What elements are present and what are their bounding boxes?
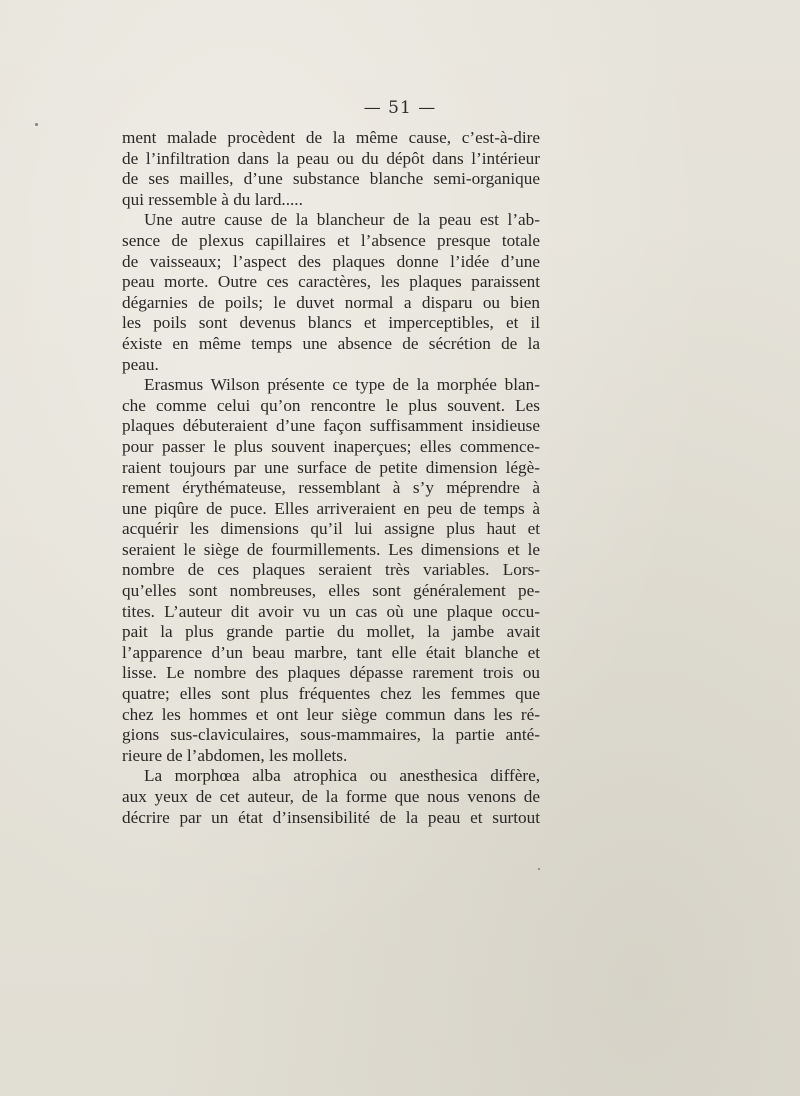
text-line: quatre; elles sont plus fréquentes chez les femmes que [122, 684, 540, 704]
text-line: peau. [122, 354, 159, 374]
text-line: rieure de l’abdomen, les mollets. [122, 745, 348, 765]
text-line: éxiste en même temps une absence de sécrétion de la [122, 333, 540, 353]
text-line: aux yeux de cet auteur, de la forme que nous venons de [122, 787, 540, 806]
page-number: — 51 — [363, 98, 437, 118]
text-line: peau morte. Outre ces caractères, les plaques paraissent [122, 272, 540, 292]
text-line: qu’elles sont nombreuses, elles sont généralement pe- [122, 581, 540, 601]
text-line: ment malade procèdent de la même cause, c’est-à-dire [122, 128, 540, 147]
body-text [122, 128, 540, 828]
text-line: Erasmus Wilson présente ce type de la morphée blan- [144, 375, 540, 395]
ink-speck [538, 868, 540, 870]
text-line: de ses mailles, d’une substance blanche semi-organique [122, 169, 540, 189]
text-line: qui ressemble à du lard..... [122, 189, 303, 209]
text-line: lisse. Le nombre des plaques dépasse rarement trois ou [122, 663, 540, 683]
ink-speck [35, 123, 38, 126]
text-line: che comme celui qu’on rencontre le plus souvent. Les [122, 395, 540, 415]
text-line: pait la plus grande partie du mollet, la jambe avait [122, 622, 540, 642]
text-line: de vaisseaux; l’aspect des plaques donne l’idée d’une [122, 251, 540, 271]
text-line: tites. L’auteur dit avoir vu un cas où une plaque occu- [122, 601, 540, 621]
text-line: de l’infiltration dans la peau ou du dépôt dans l’intérieur [122, 148, 540, 168]
text-line: l’apparence d’un beau marbre, tant elle était blanche et [122, 642, 540, 662]
text-line: plaques débuteraient d’une façon suffisamment insidieuse [122, 416, 540, 436]
text-line: rement érythémateuse, ressemblant à s’y méprendre à [122, 478, 540, 498]
text-line: nombre de ces plaques seraient très variables. Lors- [122, 560, 540, 580]
text-line: La morphœa alba atrophica ou anesthesica diffère, [144, 766, 540, 786]
text-line: une piqûre de puce. Elles arriveraient en peu de temps à [122, 498, 540, 518]
text-line: Une autre cause de la blancheur de la peau est l’ab- [144, 210, 540, 230]
text-line: acquérir les dimensions qu’il lui assigne plus haut et [122, 519, 540, 539]
text-line: seraient le siège de fourmillements. Les dimensions et le [122, 539, 540, 559]
text-line: sence de plexus capillaires et l’absence presque totale [122, 230, 540, 250]
text-line: gions sus-claviculaires, sous-mammaires, la partie anté- [122, 725, 540, 745]
text-line: raient toujours par une surface de petite dimension légè- [122, 457, 540, 477]
text-line: dégarnies de poils; le duvet normal a disparu ou bien [122, 292, 540, 312]
text-line: chez les hommes et ont leur siège commun dans les ré- [122, 704, 540, 724]
text-line: décrire par un état d’insensibilité de la peau et surtout [122, 807, 540, 827]
text-line: les poils sont devenus blancs et imperceptibles, et il [122, 313, 540, 333]
text-line: pour passer le plus souvent inaperçues; elles commence- [122, 436, 540, 456]
